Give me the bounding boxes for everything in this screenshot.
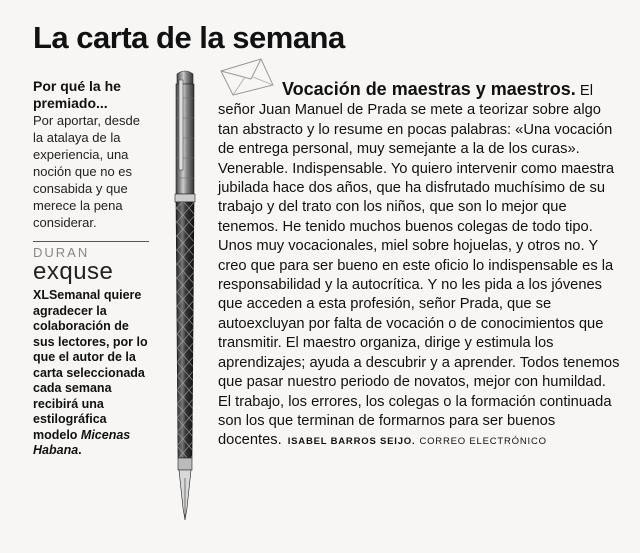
- letter-text: El señor Juan Manuel de Prada se mete a teorizar sobre algo tan abstracto y lo resume en pocas palabras: «Una vocación de entrega personal, muy semejante a la de los curas». Venerable. Indispensable. Yo quiero intervenir como maestra jubilada hace dos años, que ha disfrutado muchísimo de su trabajo y del trato con los niños, que son lo mejor que tenemos. He tenido muchos buenos colegas de todo tipo. Unos muy vocacionales, miel sobre hojuelas, y otros no. Y creo que para ser bueno en este oficio lo indispensable es la responsabilidad y la autocrítica. Y no les pida a los jóvenes que acceden a esta profesión, señor Prada, que se autoexcluyan por falta de vocación o de conocimientos que transmitir. El maestro organiza, dirige y estimula los aprendizajes; ayuda a descubrir y a aprender. Todos tenemos que pasar nuestro periodo de novatos, mejor con humildad. El trabajo, los errores, los colegas o la formación continuada son los que terminan de formarnos para ser buenos docentes.: [218, 83, 620, 449]
- brand-name-top: DURAN: [33, 245, 90, 260]
- letter-source: CORREO ELECTRÓNICO: [419, 436, 547, 448]
- promo-text: [33, 288, 151, 459]
- why-heading: Por qué la he premiado...: [33, 78, 121, 111]
- page-title: La carta de la semana: [33, 20, 345, 55]
- sidebar-divider: [33, 241, 149, 242]
- letter-signature: ISABEL BARROS SEIJO.: [287, 436, 416, 448]
- promo-body: XLSemanal quiere agradecer la colaboración de sus lectores, por lo que el autor de la carta seleccionada cada semana recibirá una estilográfica modelo: [33, 288, 148, 442]
- brand-logo: exquse: [33, 258, 114, 285]
- promo-end: .: [78, 443, 82, 457]
- why-text: Por aportar, desde la atalaya de la experiencia, una noción que no es consabida y que merece la pena considerar.: [33, 113, 140, 230]
- sidebar: [33, 78, 151, 459]
- promo-model: Micenas Habana: [33, 427, 131, 457]
- letter-body: [218, 80, 620, 452]
- fountain-pen-icon: [165, 68, 205, 523]
- letter-headline: Vocación de maestras y maestros.: [282, 79, 576, 99]
